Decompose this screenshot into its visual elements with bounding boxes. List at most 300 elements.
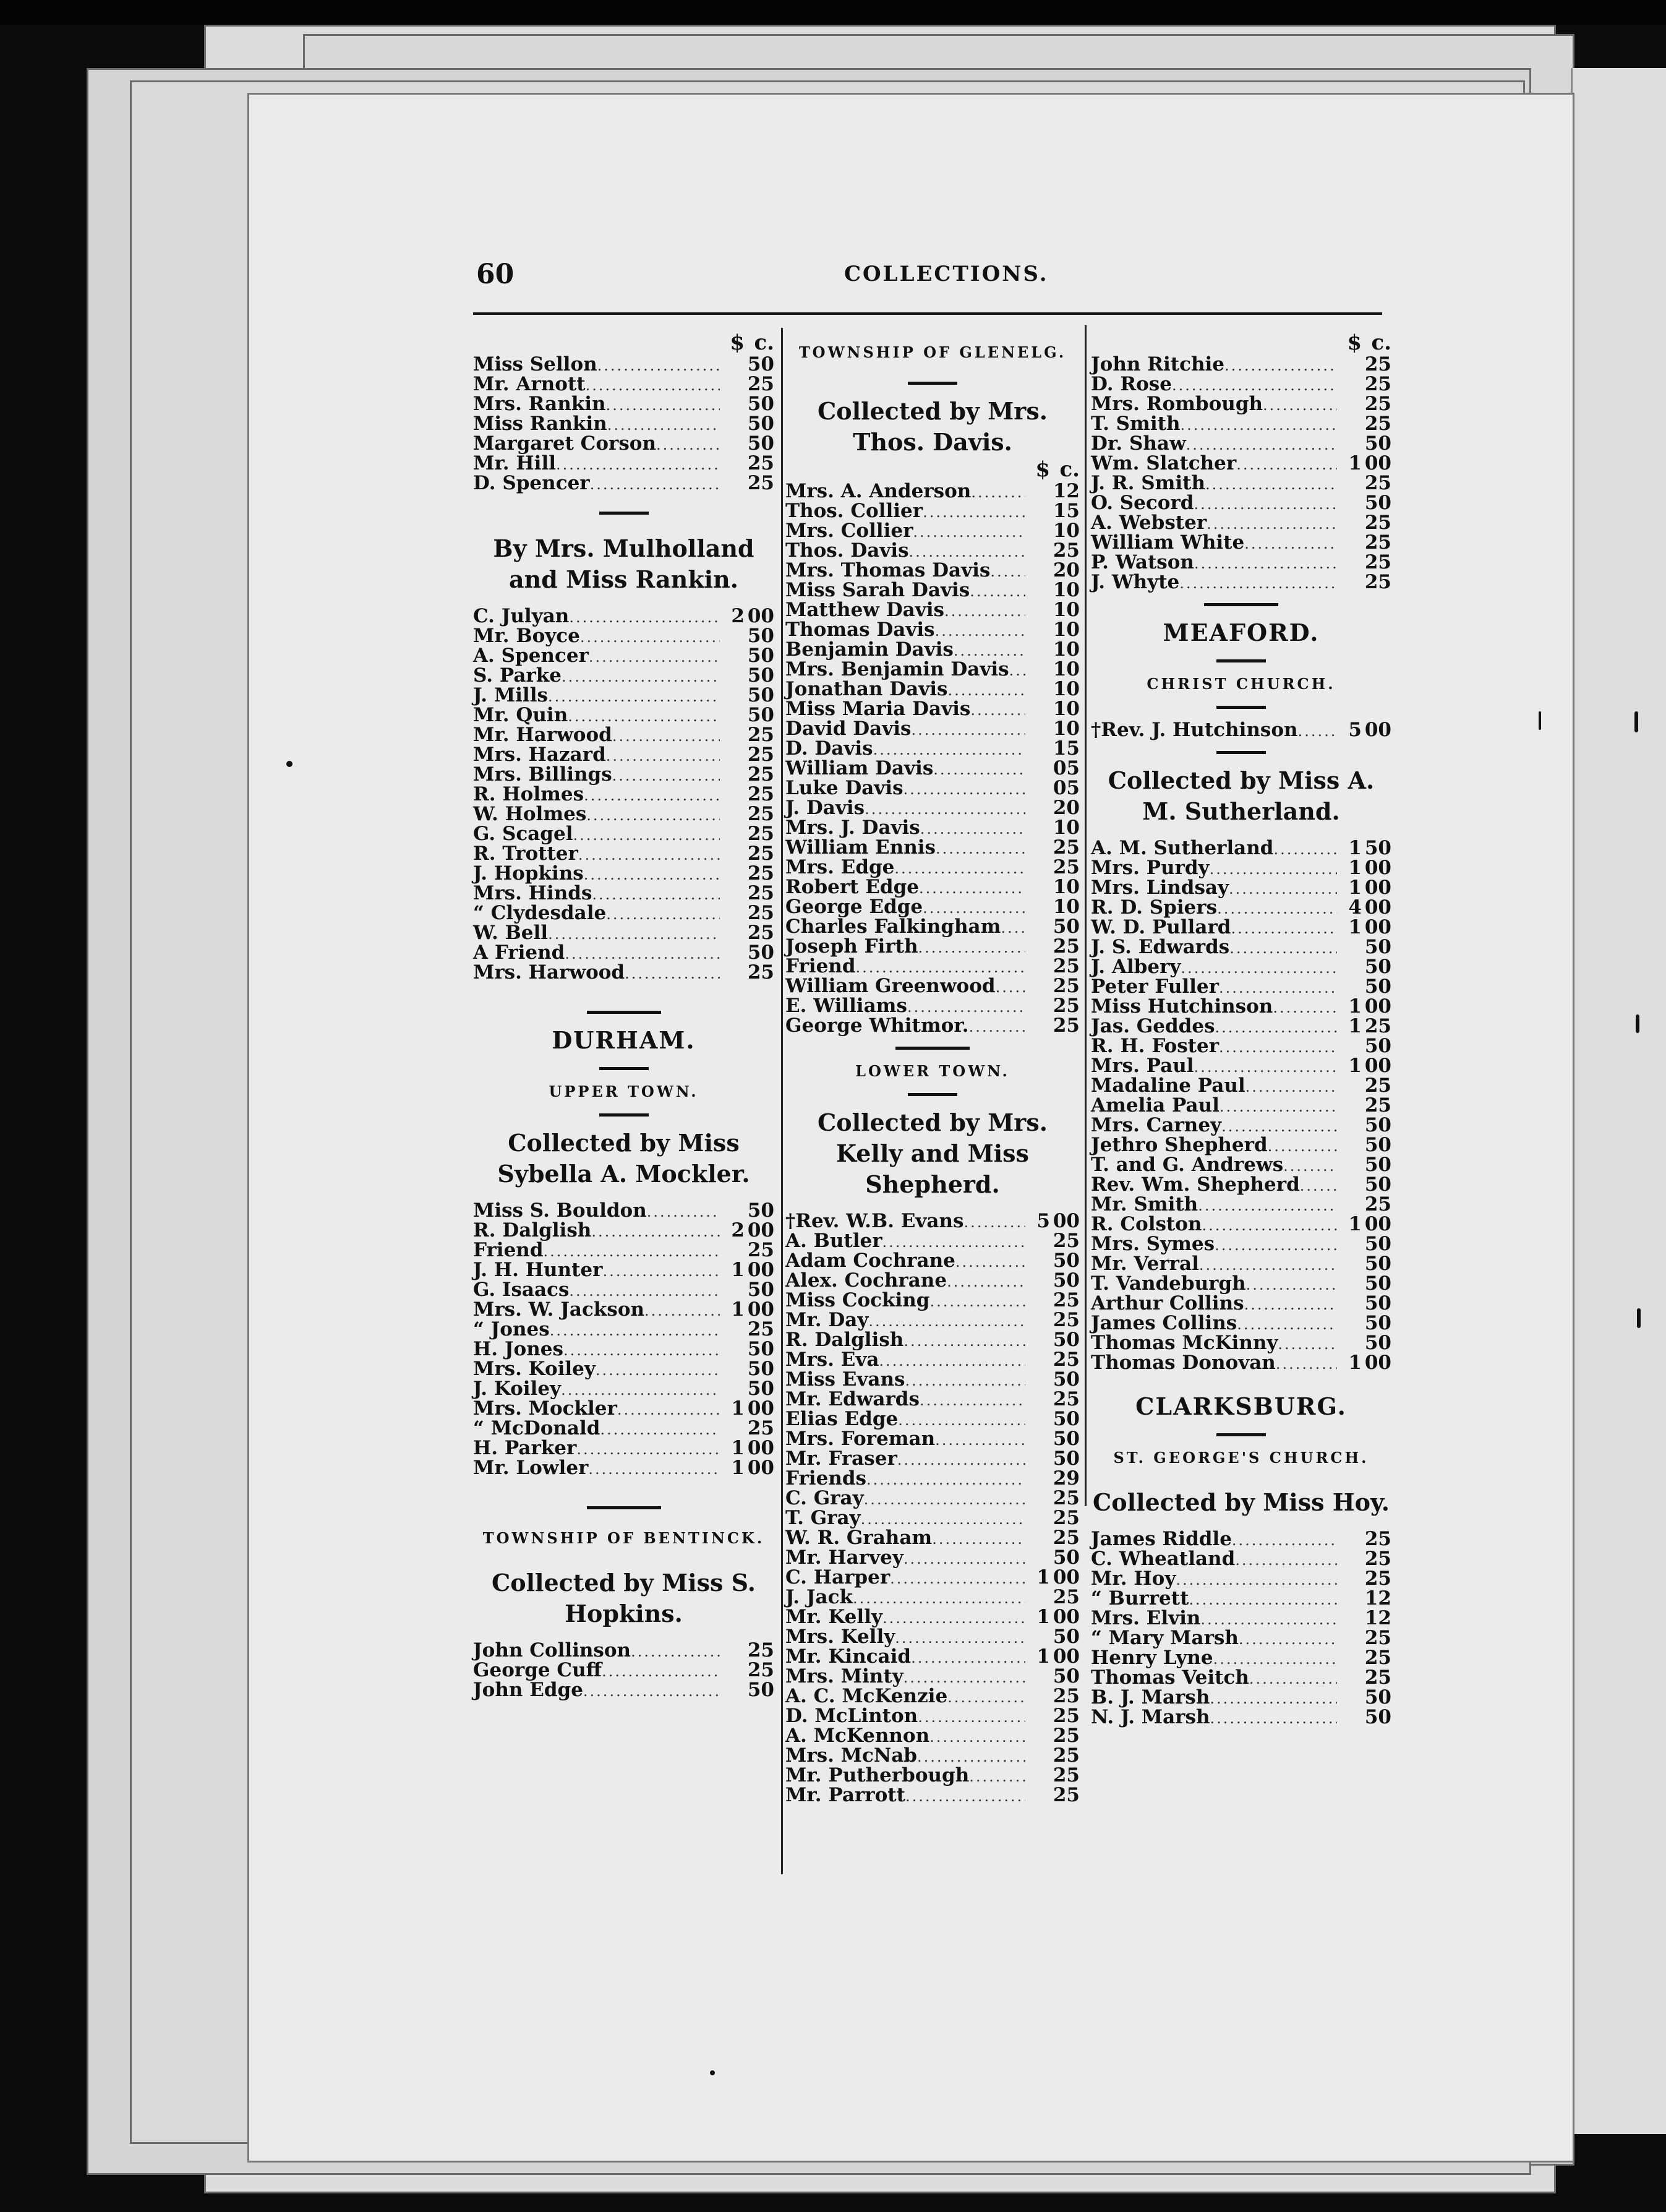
amount-cents: 50 [1053, 1546, 1080, 1569]
donor-entry [785, 1666, 1080, 1686]
donor-list [785, 481, 1080, 1035]
amount-cents: 12 [1364, 1607, 1391, 1629]
leader-dots [1194, 554, 1337, 573]
donor-entry [785, 1567, 1080, 1587]
donor-name: Mrs. Foreman [785, 1428, 936, 1450]
leader-dots [990, 562, 1025, 581]
donor-entry [1091, 1628, 1391, 1648]
donor-name: “ Jones [473, 1318, 550, 1340]
donor-entry [473, 685, 774, 705]
donor-entry [1091, 977, 1391, 997]
donor-name: Mr. Putherbough [785, 1764, 970, 1786]
amount-cents: 25 [1053, 1289, 1080, 1311]
donor-entry [473, 606, 774, 626]
amount-cents: 50 [1364, 1114, 1391, 1136]
amount-cents: 50 [1053, 1408, 1080, 1430]
amount-cents: 50 [747, 353, 774, 375]
amount-cents: 50 [1364, 975, 1391, 998]
donor-name: Mrs. Benjamin Davis [785, 658, 1009, 680]
amount-dollars: 1 [731, 1298, 745, 1321]
leader-dots [1205, 474, 1337, 494]
donor-entry [1091, 374, 1391, 394]
donor-entry [473, 1418, 774, 1438]
leader-dots [929, 1727, 1025, 1747]
amount-cents: 25 [1053, 1309, 1080, 1331]
leader-dots [625, 964, 720, 984]
leader-dots [890, 1569, 1025, 1588]
donor-entry [473, 903, 774, 923]
amount-cents: 25 [747, 902, 774, 924]
donor-entry [473, 804, 774, 824]
donor-entry [785, 1607, 1080, 1627]
amount-cents: 10 [1053, 876, 1080, 898]
leader-dots [602, 1261, 720, 1281]
donor-entry [1091, 572, 1391, 592]
donor-entry [1091, 1648, 1391, 1668]
donor-entry [1091, 1333, 1391, 1353]
donor-name: A Friend [473, 941, 565, 964]
donor-entry [785, 1449, 1080, 1468]
scan-speck [1637, 1308, 1641, 1328]
leader-dots [596, 1360, 720, 1380]
donor-entry [1091, 997, 1391, 1016]
donor-entry [473, 1458, 774, 1478]
leader-dots [1224, 356, 1337, 375]
amount-cents: 00 [1364, 1055, 1391, 1077]
amount-cents: 25 [1364, 1647, 1391, 1669]
donor-name: Alex. Cochrane [785, 1269, 947, 1292]
amount-cents: 50 [747, 941, 774, 964]
donor-entry [1091, 394, 1391, 414]
donor-list [473, 606, 774, 982]
donor-name: Mrs. Hinds [473, 882, 592, 904]
donor-name: William Greenwood [785, 975, 996, 997]
donor-name: Luke Davis [785, 777, 903, 799]
donor-entry [785, 699, 1080, 719]
leader-dots [1215, 1235, 1337, 1255]
collector-heading: Collected by Miss Hoy. [1093, 1488, 1390, 1516]
amount-dollars: 2 [731, 1219, 745, 1241]
donor-entry [1091, 533, 1391, 552]
amount-cents: 00 [1364, 1213, 1391, 1235]
amount-cents: 25 [747, 472, 774, 494]
leader-dots [612, 766, 720, 786]
donor-entry [473, 1438, 774, 1458]
page-number: 60 [476, 259, 515, 290]
donor-name: Rev. Wm. Shepherd [1091, 1173, 1300, 1196]
donor-list [1091, 1529, 1391, 1727]
donor-name: Mr. Smith [1091, 1193, 1198, 1215]
leader-dots [923, 502, 1025, 522]
leader-dots [1231, 919, 1337, 938]
scan-speck [1634, 711, 1638, 732]
amount-cents: 50 [747, 1358, 774, 1380]
donor-entry [473, 666, 774, 685]
donor-name: B. J. Marsh [1091, 1686, 1210, 1708]
donor-entry [1091, 1687, 1391, 1707]
donor-entry [785, 1508, 1080, 1528]
leader-dots [903, 1549, 1025, 1569]
amount-cents: 50 [1364, 1035, 1391, 1057]
donor-entry [785, 481, 1080, 501]
amount-cents: 00 [1364, 452, 1391, 474]
leader-dots [911, 1648, 1025, 1668]
column-rule [1085, 325, 1087, 1506]
donor-entry [1091, 434, 1391, 453]
amount-cents: 25 [747, 1239, 774, 1261]
donor-entry [1091, 1274, 1391, 1293]
donor-name: “ Clydesdale [473, 902, 607, 924]
donor-name: Jonathan Davis [785, 678, 948, 700]
donor-name: Miss Rankin [473, 413, 607, 435]
donor-entry [785, 1785, 1080, 1805]
leader-dots [970, 581, 1025, 601]
donor-name: J. R. Smith [1091, 472, 1206, 494]
donor-name: Mrs. Thomas Davis [785, 559, 991, 581]
amount-cents: 25 [747, 373, 774, 395]
amount-cents: 50 [1364, 432, 1391, 455]
amount-cents: 29 [1053, 1467, 1080, 1490]
donor-entry [785, 857, 1080, 877]
amount-cents: 00 [747, 1397, 774, 1420]
leader-dots [913, 522, 1025, 542]
leader-dots [606, 395, 720, 415]
donor-name: Mrs. Hazard [473, 744, 606, 766]
amount-cents: 15 [1053, 500, 1080, 522]
leader-dots [600, 1420, 720, 1439]
donor-name: Miss Evans [785, 1368, 905, 1391]
amount-cents: 10 [1053, 896, 1080, 918]
leader-dots [588, 1459, 720, 1479]
donor-name: Miss Hutchinson [1091, 995, 1273, 1018]
leader-dots [864, 1490, 1025, 1509]
donor-entry [785, 897, 1080, 917]
amount-cents: 50 [1364, 936, 1391, 958]
donor-entry [473, 1359, 774, 1379]
donor-name: Mrs. Koiley [473, 1358, 596, 1380]
donor-name: O. Secord [1091, 492, 1194, 514]
leader-dots [947, 1687, 1025, 1707]
amount-cents: 25 [1053, 1230, 1080, 1252]
donor-entry [1091, 878, 1391, 898]
donor-entry [785, 541, 1080, 560]
donor-name: Matthew Davis [785, 599, 944, 621]
leader-dots [905, 1371, 1025, 1391]
amount-cents: 50 [747, 432, 774, 455]
donor-name: William Ennis [785, 836, 936, 859]
amount-dollars: 1 [1348, 1015, 1362, 1037]
donor-name: P. Watson [1091, 551, 1194, 573]
leader-dots [955, 1252, 1025, 1272]
leader-dots [971, 482, 1025, 502]
facing-page-edge [1571, 68, 1666, 2134]
amount-cents: 12 [1053, 480, 1080, 502]
leader-dots [969, 1017, 1025, 1037]
donor-name: Mrs. Rombough [1091, 393, 1263, 415]
amount-cents: 25 [747, 452, 774, 474]
donor-entry [785, 1016, 1080, 1035]
column-1 [473, 331, 774, 1700]
collector-heading: By Mrs. Mulholland and Miss Rankin. [493, 534, 754, 593]
donor-name: C. Harper [785, 1566, 891, 1588]
amount-cents: 12 [1364, 1587, 1391, 1610]
donor-entry [785, 679, 1080, 699]
amount-cents: 50 [747, 625, 774, 647]
donor-entry [1091, 1115, 1391, 1135]
donor-name: R. H. Foster [1091, 1035, 1220, 1057]
donor-name: Mrs. J. Davis [785, 817, 920, 839]
donor-entry [785, 996, 1080, 1016]
amount-cents: 00 [1053, 1210, 1080, 1232]
amount-cents: 25 [1053, 1784, 1080, 1806]
leader-dots [963, 1212, 1025, 1232]
donor-name: Thomas McKinny [1091, 1332, 1278, 1354]
amount-cents: 10 [1053, 817, 1080, 839]
amount-dollars: 2 [731, 605, 745, 627]
leader-dots [935, 1430, 1025, 1450]
leader-dots [1189, 1590, 1337, 1610]
donor-name: George Edge [785, 896, 923, 918]
donor-name: Thos. Collier [785, 500, 923, 522]
header-rule [473, 312, 1382, 315]
amount-cents: 50 [747, 1338, 774, 1360]
donor-name: Joseph Firth [785, 935, 918, 958]
donor-name: Thomas Davis [785, 619, 935, 641]
donor-name: Miss Cocking [785, 1289, 930, 1311]
leader-dots [631, 1642, 720, 1661]
amount-cents: 25 [1364, 353, 1391, 375]
amount-cents: 50 [1053, 1447, 1080, 1470]
donor-entry [785, 1746, 1080, 1765]
amount-cents: 25 [1364, 1567, 1391, 1590]
leader-dots [1235, 1550, 1337, 1570]
donor-entry [785, 501, 1080, 521]
amount-cents: 00 [1364, 896, 1391, 919]
donor-entry [785, 1330, 1080, 1350]
donor-entry [1091, 1135, 1391, 1155]
amount-cents: 50 [747, 684, 774, 706]
donor-entry [1091, 1668, 1391, 1687]
donor-entry [1091, 1194, 1391, 1214]
amount-cents: 50 [1053, 1368, 1080, 1391]
donor-name: Peter Fuller [1091, 975, 1219, 998]
donor-name: Jas. Geddes [1091, 1015, 1215, 1037]
donor-entry [785, 1251, 1080, 1271]
leader-dots [1176, 1570, 1337, 1590]
amount-cents: 20 [1053, 797, 1080, 819]
leader-dots [903, 1331, 1025, 1351]
leader-dots [548, 687, 720, 706]
donor-name: Mrs. Minty [785, 1665, 903, 1687]
amount-cents: 10 [1053, 638, 1080, 661]
donor-name: N. J. Marsh [1091, 1706, 1210, 1728]
amount-cents: 25 [1053, 1507, 1080, 1529]
donor-name: R. Trotter [473, 842, 578, 865]
amount-cents: 10 [1053, 698, 1080, 720]
sub-heading: TOWNSHIP OF BENTINCK. [482, 1529, 765, 1547]
donor-name: Thomas Veitch [1091, 1666, 1249, 1689]
donor-name: Mr. Edwards [785, 1388, 920, 1410]
scan-speck [286, 761, 293, 767]
amount-cents: 50 [1364, 1233, 1391, 1255]
amount-cents: 00 [1364, 1352, 1391, 1374]
amount-cents: 25 [747, 1639, 774, 1661]
donor-entry [1091, 1293, 1391, 1313]
donor-name: Mrs. Purdy [1091, 857, 1210, 879]
amount-cents: 25 [1053, 856, 1080, 878]
donor-name: David Davis [785, 718, 912, 740]
donor-entry [785, 1686, 1080, 1706]
amount-cents: 25 [1053, 1764, 1080, 1786]
leader-dots [1232, 1530, 1337, 1550]
donor-entry [473, 1399, 774, 1418]
amount-cents: 00 [747, 1259, 774, 1281]
donor-name: John Collinson [473, 1639, 631, 1661]
donor-name: Mr. Lowler [473, 1457, 589, 1479]
donor-name: Jethro Shepherd [1091, 1134, 1268, 1156]
amount-cents: 20 [1053, 559, 1080, 581]
amount-cents: 50 [747, 393, 774, 415]
donor-name: R. Colston [1091, 1213, 1202, 1235]
donor-entry [473, 626, 774, 646]
donor-entry [1091, 414, 1391, 434]
amount-cents: 25 [1364, 413, 1391, 435]
donor-entry [473, 1680, 774, 1700]
donor-list [785, 1211, 1080, 1805]
donor-entry [785, 719, 1080, 739]
donor-entry [473, 765, 774, 784]
amount-cents: 25 [747, 961, 774, 984]
donor-entry: †Rev. J. Hutchinson ..... 5 00 [1091, 720, 1391, 740]
donor-entry [1091, 957, 1391, 977]
donor-entry [1091, 937, 1391, 957]
amount-dollars: 1 [1348, 877, 1362, 899]
leader-dots [911, 720, 1025, 740]
leader-dots [1244, 1295, 1337, 1314]
donor-name: Mrs. Lindsay [1091, 877, 1229, 899]
leader-dots [996, 977, 1025, 997]
donor-name: J. Hopkins [473, 862, 584, 885]
column-2 [785, 331, 1080, 1805]
donor-entry [473, 1220, 774, 1240]
amount-cents: 00 [1364, 995, 1391, 1018]
donor-entry [1091, 1608, 1391, 1628]
donor-name: W. Bell [473, 922, 549, 944]
amount-cents: 25 [747, 763, 774, 786]
donor-name: Mrs. Carney [1091, 1114, 1222, 1136]
leader-dots [548, 924, 720, 944]
donor-name: “ Mary Marsh [1091, 1627, 1239, 1649]
amount-cents: 50 [1364, 1134, 1391, 1156]
donor-name: S. Parke [473, 664, 562, 687]
donor-name: †Rev. W.B. Evans [785, 1210, 964, 1232]
leader-dots [1194, 494, 1337, 514]
amount-cents: 25 [1364, 472, 1391, 494]
amount-cents: 00 [1053, 1566, 1080, 1588]
donor-name: George Whitmor. [785, 1014, 969, 1037]
donor-entry [785, 1726, 1080, 1746]
leader-dots [1217, 899, 1337, 919]
donor-entry [473, 745, 774, 765]
amount-cents: 25 [1053, 1685, 1080, 1707]
donor-name: D. Spencer [473, 472, 590, 494]
donor-name: Arthur Collins [1091, 1292, 1244, 1314]
amount-cents: 25 [1053, 1725, 1080, 1747]
donor-list [1091, 354, 1391, 592]
donor-name: C. Julyan [473, 605, 570, 627]
amount-cents: 25 [1053, 1487, 1080, 1509]
leader-dots [969, 1767, 1025, 1786]
amount-cents: 00 [1053, 1645, 1080, 1668]
donor-name: G. Isaacs [473, 1279, 570, 1301]
donor-entry [473, 705, 774, 725]
donor-entry [1091, 1056, 1391, 1076]
leader-dots [1229, 938, 1337, 958]
donor-entry [473, 1260, 774, 1280]
amount-cents: 15 [1053, 737, 1080, 760]
donor-entry [473, 354, 774, 374]
leader-dots [1179, 573, 1337, 593]
donor-name: R. Dalglish [473, 1219, 592, 1241]
donor-name: A. Webster [1091, 512, 1207, 534]
donor-name: Mr. Boyce [473, 625, 580, 647]
donor-entry [785, 1765, 1080, 1785]
amount-cents: 25 [1364, 1548, 1391, 1570]
amount-cents: 50 [747, 1199, 774, 1222]
collector-heading: Collected by Mrs. Thos. Davis. [818, 397, 1048, 456]
donor-name: Mrs. Billings [473, 763, 612, 786]
donor-name: Miss Sellon [473, 353, 597, 375]
amount-cents: 10 [1053, 718, 1080, 740]
donor-list [473, 354, 774, 493]
donor-name: T. Vandeburgh [1091, 1272, 1246, 1295]
amount-dollars: 1 [1348, 857, 1362, 879]
donor-entry [1091, 917, 1391, 937]
leader-dots [591, 1222, 720, 1241]
donor-name: John Edge [473, 1679, 583, 1701]
donor-name: A. Spencer [473, 645, 589, 667]
donor-entry [473, 1300, 774, 1319]
donor-entry [473, 434, 774, 453]
donor-name: Mr. Verral [1091, 1253, 1199, 1275]
donor-entry [1091, 453, 1391, 473]
donor-entry [785, 778, 1080, 798]
amount-cents: 50 [1364, 492, 1391, 514]
donor-name: Wm. Slatcher [1091, 452, 1237, 474]
donor-name: Miss S. Bouldon [473, 1199, 647, 1222]
amount-cents: 25 [1364, 512, 1391, 534]
amount-cents: 10 [1053, 520, 1080, 542]
donor-entry [785, 1290, 1080, 1310]
amount-cents: 50 [1053, 1428, 1080, 1450]
donor-entry [785, 640, 1080, 659]
donor-entry [473, 1319, 774, 1339]
leader-dots [1009, 661, 1025, 680]
donor-entry [473, 1240, 774, 1260]
donor-entry [785, 937, 1080, 956]
amount-cents: 00 [747, 1219, 774, 1241]
donor-entry [785, 659, 1080, 679]
amount-cents: 25 [1053, 836, 1080, 859]
running-head: COLLECTIONS. [844, 262, 1049, 286]
leader-dots [584, 786, 720, 805]
amount-cents: 25 [747, 922, 774, 944]
donor-entry [473, 646, 774, 666]
amount-cents: 25 [747, 823, 774, 845]
donor-entry [1091, 858, 1391, 878]
donor-name: A. Butler [785, 1230, 882, 1252]
collector-heading: Collected by Miss A. M. Sutherland. [1108, 766, 1375, 825]
